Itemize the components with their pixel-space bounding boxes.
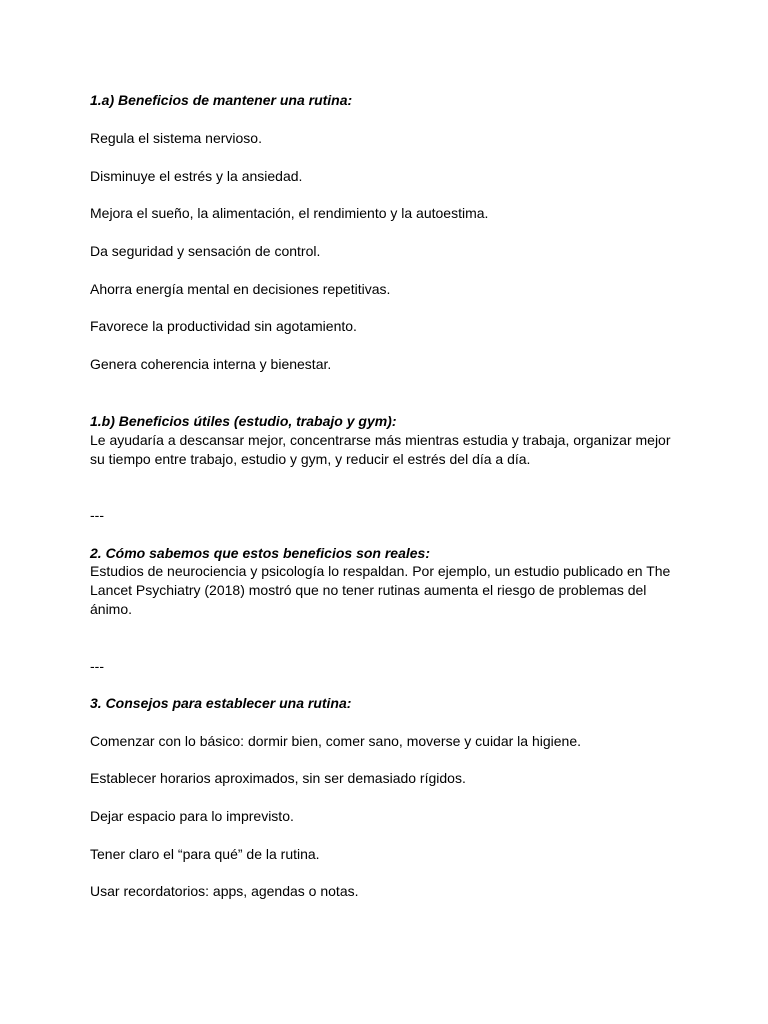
section-3-heading: 3. Consejos para establecer una rutina: [90,695,352,711]
section-1b-text-line: Le ayudaría a descansar mejor, concentrarse más mientras estudia y trabaja, organizar mejor [90,432,671,448]
list-item: Usar recordatorios: apps, agendas o notas. [90,883,359,899]
list-item: Tener claro el “para qué” de la rutina. [90,846,320,862]
list-item: Comenzar con lo básico: dormir bien, comer sano, moverse y cuidar la higiene. [90,733,582,749]
list-item: Establecer horarios aproximados, sin ser demasiado rígidos. [90,770,466,786]
list-item: Da seguridad y sensación de control. [90,243,321,259]
separator: --- [90,658,104,674]
section-2-text-line: ánimo. [90,601,133,617]
list-item: Mejora el sueño, la alimentación, el rendimiento y la autoestima. [90,205,489,221]
separator: --- [90,507,104,523]
list-item: Favorece la productividad sin agotamiento. [90,318,357,334]
section-1a-heading: 1.a) Beneficios de mantener una rutina: [90,92,353,108]
section-2-heading: 2. Cómo sabemos que estos beneficios son reales: [90,545,430,561]
list-item: Dejar espacio para lo imprevisto. [90,808,294,824]
section-1b-text-line: su tiempo entre trabajo, estudio y gym, y reducir el estrés del día a día. [90,451,531,467]
section-1b-heading: 1.b) Beneficios útiles (estudio, trabajo y gym): [90,413,397,429]
section-2-text-line: Estudios de neurociencia y psicología lo respaldan. Por ejemplo, un estudio publicado en The [90,563,671,579]
list-item: Regula el sistema nervioso. [90,130,262,146]
list-item: Genera coherencia interna y bienestar. [90,356,332,372]
list-item: Disminuye el estrés y la ansiedad. [90,168,303,184]
section-2-text-line: Lancet Psychiatry (2018) mostró que no tener rutinas aumenta el riesgo de problemas del [90,582,647,598]
list-item: Ahorra energía mental en decisiones repetitivas. [90,281,391,297]
